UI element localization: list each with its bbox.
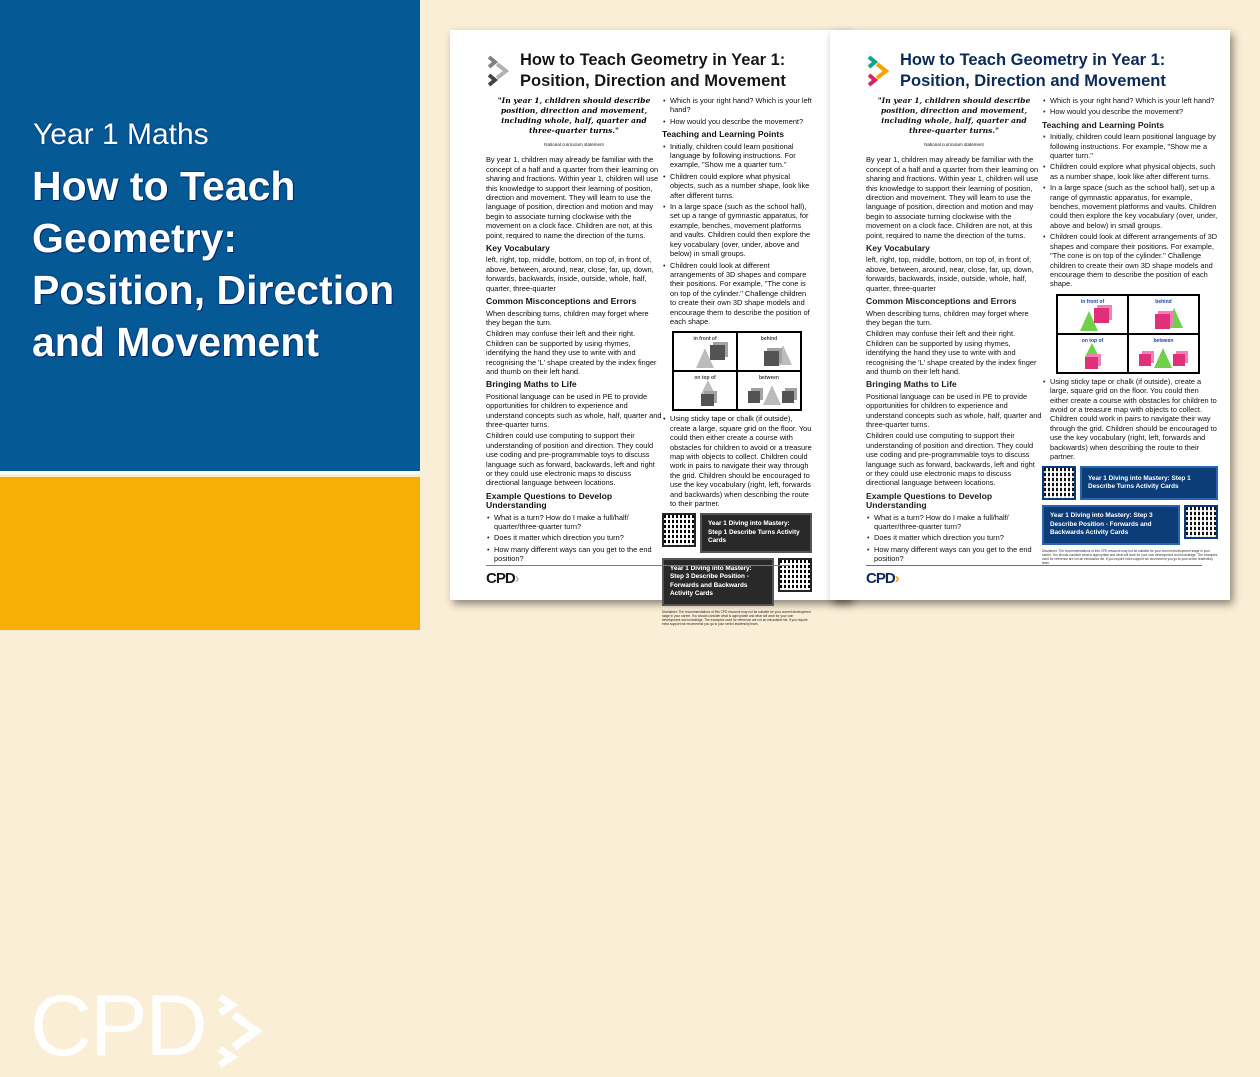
chevron-icon: › [514,570,519,587]
point-item: • Initially, children could learn positional language by following instructions. For example, "Show me a quarter turn." [1050,132,1218,160]
point-item: • Children could look at different arrangements of 3D shapes and compare their positions. For example, "The cone is on top of the cylinder." Challenge children to create their own 3D shape models and encourage them to describe the position of each shape. [1050,232,1218,288]
paragraph: Children may confuse their left and their right. Children can be supported by using rhymes, identifying the hand they use to write with and recognising the 'L' shape created by the index finger and thumb on their left hand. [486,329,657,376]
grid-cell [1057,334,1128,373]
section-heading: Key Vocabulary [486,243,550,254]
vocabulary-text: left, right, top, middle, bottom, on top of, in front of, above, between, around, near, close, far, up, down, forwards, backwards, inside, outside, whole, half, quarter, three-quarter [866,255,1034,293]
grid-label: on top of [1081,337,1104,344]
grid-label: behind [1155,298,1172,305]
shape-position-grid [672,331,802,411]
section-heading: Teaching and Learning Points [662,129,785,140]
document-preview-grayscale [450,30,850,626]
qr-code[interactable] [1042,466,1076,500]
intro-text: By year 1, children may already be familiar with the concept of a half and a quarter from their learning on sharing and fractions. Within year 1, children will use this knowledge to support their learning of position, direction and movement. They will learn to use the language of position, direction and motion and may begin to associate turning clockwise with the movement on a clock face. Children are not, at this point, required to name the direction of the turns. [866,155,1039,240]
right-column [662,96,812,626]
paragraph: When describing turns, children may forget where they began the turn. [486,308,649,327]
cone-shape [1154,348,1172,368]
grid-label: between [1153,337,1174,344]
qr-code[interactable] [1184,505,1218,539]
footer-cpd-logo [486,570,519,587]
shape-position-grid [1056,294,1200,374]
point-item: • Children could look at different arrangements of 3D shapes and compare their positions. For example, "The cone is on top of the cylinder." Challenge children to create their own 3D shape models and encourage them to describe the position of each shape. [670,261,812,327]
paragraph: Children could use computing to support their understanding of position and direction. They could use coding and pre-programmable toys to discuss language such as forward, backwards, left and right or they could use electronic maps to discuss directional language between locations. [866,431,1035,488]
section-heading: Common Misconceptions and Errors [486,296,637,307]
grid-label: between [758,375,779,382]
resource-link-row [662,513,812,553]
grid-label: in front of [1080,298,1105,305]
grid-cell [1128,295,1199,334]
document-title [900,50,1166,92]
resource-link-row [1042,466,1218,500]
resource-link-step-1[interactable]: Year 1 Diving into Mastery: Step 1 Describe Turns Activity Cards [1080,466,1218,500]
chevron-logo-icon [212,987,272,1077]
cone-shape [701,380,715,394]
point-item: • In a large space (such as the school hall), set up a range of gymnastic apparatus, for example, benches, movement platforms and vaults. Children could then explore the key vocabulary (over, under, above and below) in small groups. [1050,183,1218,230]
resource-link-step-1[interactable]: Year 1 Diving into Mastery: Step 1 Describe Turns Activity Cards [700,513,812,553]
cube-shape [1139,354,1151,366]
document-title [520,50,786,92]
question-item: • Which is your right hand? Which is your left hand? [1050,96,1218,105]
banner [0,0,420,1074]
cone-shape [763,385,781,405]
question-item: • How many different ways can you get to the end position? [874,545,1042,564]
document-preview [830,30,1230,600]
chevron-logo-icon [486,54,512,88]
cpd-logo: CPD [30,978,206,1074]
quote-source: National curriculum statement [544,142,604,147]
point-item: • Using sticky tape or chalk (if outside), create a large, square grid on the floor. You could then either create a course with obstacles for children to avoid or a treasure map with objects to collect. Children could work in pairs to navigate their way through the grid. Children should be encouraged to use the key vocabulary (right, left, forwards and backwards) when describing the route to their partner. [670,414,812,508]
grid-label: on top of [694,375,716,382]
vocabulary-text: left, right, top, middle, bottom, on top of, in front of, above, between, around, near, close, far, up, down, forwards, backwards, inside, outside, whole, half, quarter, three-quarter [486,255,654,293]
grid-cell [673,371,737,410]
grid-cell [1057,295,1128,334]
banner-logo-panel [0,477,420,1074]
footer-cpd-logo [866,570,899,587]
banner-title-panel [0,0,420,474]
point-item: • Children could explore what physical objects, such as a number shape, look like after different turns. [670,172,812,200]
footer-divider [486,565,790,566]
resource-link-row [1042,505,1218,545]
grid-cell [737,332,801,371]
intro-text: By year 1, children may already be familiar with the concept of a half and a quarter from their learning on sharing and fractions. Within year 1, children will use this knowledge to support their learning of position, direction and movement. They will learn to use the language of position, direction and motion and may begin to associate turning clockwise with the movement on a clock face. Children are not, at this point, required to name the direction of the turns. [486,155,659,240]
section-heading: Common Misconceptions and Errors [866,296,1017,307]
cube-shape [1173,354,1185,366]
question-item: • Does it matter which direction you turn? [494,533,662,542]
grid-label: in front of [693,336,717,343]
disclaimer: Disclaimer: The recommendations of this CPD resource may not be suitable for your current development stage in your career. You should consider what is appropriate and what will work for your own development and knowledge. The examples used for reference are not an exhaustive list. If you require extra support we recommend you go to your senior leadership team. [662,609,811,626]
qr-code[interactable] [662,513,696,547]
paragraph: Children may confuse their left and their right. Children can be supported by using rhymes, identifying the hand they use to write with and recognising the 'L' shape created by the index finger and thumb on their left hand. [866,329,1037,376]
section-heading: Bringing Maths to Life [486,379,577,390]
section-heading: Example Questions to Develop Understanding [866,490,993,511]
cube-shape [764,351,779,366]
left-column [486,96,662,566]
question-item: • What is a turn? How do I make a full/half/ quarter/three-quarter turn? [874,513,1042,532]
cone-shape [1080,311,1098,331]
grid-cell [737,371,801,410]
paragraph: When describing turns, children may forget where they began the turn. [866,308,1029,327]
question-item: • What is a turn? How do I make a full/half/ quarter/three-quarter turn? [494,513,662,532]
question-item: • How would you describe the movement? [1050,107,1218,116]
cube-shape [1085,357,1098,369]
question-item: • Does it matter which direction you turn? [874,533,1042,542]
cube-shape [748,391,760,403]
resource-link-step-3[interactable]: Year 1 Diving into Mastery: Step 3 Describe Position - Forwards and Backwards Activity Cards [662,558,774,606]
point-item: • Children could explore what physical objects, such as a number shape, look like after different turns. [1050,162,1218,181]
paragraph: Positional language can be used in PE to provide opportunities for children to experience and understand concepts such as whole, half, quarter and three-quarter turns. [866,391,1042,429]
title-line-2: Position, Direction and Movement [900,72,1166,90]
left-column [866,96,1042,566]
disclaimer: Disclaimer: The recommendations of this CPD resource may not be suitable for your current development stage in your career. You should consider what is appropriate and what will work for your own development and knowledge. The examples used for reference are not an exhaustive list. If you require extra support we recommend you go to your senior leadership team. [1042,548,1218,565]
point-item: • In a large space (such as the school hall), set up a range of gymnastic apparatus, for example, benches, movement platforms and vaults. Children could then explore the key vocabulary (over, under, above and below) in small groups. [670,202,812,258]
title-line-2: Position, Direction and Movement [520,72,786,90]
grid-label: behind [760,336,778,343]
right-column [1042,96,1218,565]
title-line-1: How to Teach Geometry in Year 1: [520,51,786,69]
chevron-logo-icon [866,54,892,88]
grid-cell [673,332,737,371]
section-heading: Bringing Maths to Life [866,379,957,390]
chevron-icon: › [894,570,899,587]
question-item: • How many different ways can you get to the end position? [494,545,662,564]
point-item: • Using sticky tape or chalk (if outside), create a large, square grid on the floor. You could then either create a course with obstacles for children to avoid or a treasure map with objects to collect. Children could work in pairs to navigate their way through the grid. Children should be encouraged to use the key vocabulary (right, left, forwards and backwards) when describing the route to their partner. [1050,377,1218,462]
quote-source: National curriculum statement [924,142,984,147]
point-item: • Initially, children could learn positional language by following instructions. For example, "Show me a quarter turn." [670,142,812,170]
section-heading: Example Questions to Develop Understanding [486,490,613,511]
section-heading: Teaching and Learning Points [1042,119,1165,130]
cube-shape [701,394,714,406]
question-item: • How would you describe the movement? [670,117,812,126]
paragraph: Children could use computing to support their understanding of position and direction. They could use coding and pre-programmable toys to discuss language such as forward, backwards, left and right or they could use electronic maps to discuss directional language between locations. [486,431,655,488]
curriculum-quote: "In year 1, children should describe position, direction and movement, including whole, half, quarter and three-quarter turns." [497,96,651,135]
paragraph: Positional language can be used in PE to provide opportunities for children to experience and understand concepts such as whole, half, quarter and three-quarter turns. [486,391,662,429]
cone-shape [696,348,714,368]
footer-divider [866,565,1202,566]
footer-logo-text: CPD [486,570,515,587]
qr-code[interactable] [778,558,812,592]
title-line-1: How to Teach Geometry in Year 1: [900,51,1166,69]
cube-shape [1155,314,1170,329]
grid-cell [1128,334,1199,373]
section-heading: Key Vocabulary [866,243,930,254]
resource-link-step-3[interactable]: Year 1 Diving into Mastery: Step 3 Describe Position - Forwards and Backwards Activity Cards [1042,505,1180,545]
curriculum-quote: "In year 1, children should describe position, direction and movement, including whole, half, quarter and three-quarter turns." [877,96,1031,135]
banner-subtitle: Year 1 Maths [33,118,209,151]
banner-title: How to Teach Geometry: Position, Direction and Movement [32,163,395,365]
cone-shape [1085,343,1099,357]
cube-shape [782,391,794,403]
question-item: • Which is your right hand? Which is your left hand? [670,96,812,115]
footer-logo-text: CPD [866,570,895,587]
